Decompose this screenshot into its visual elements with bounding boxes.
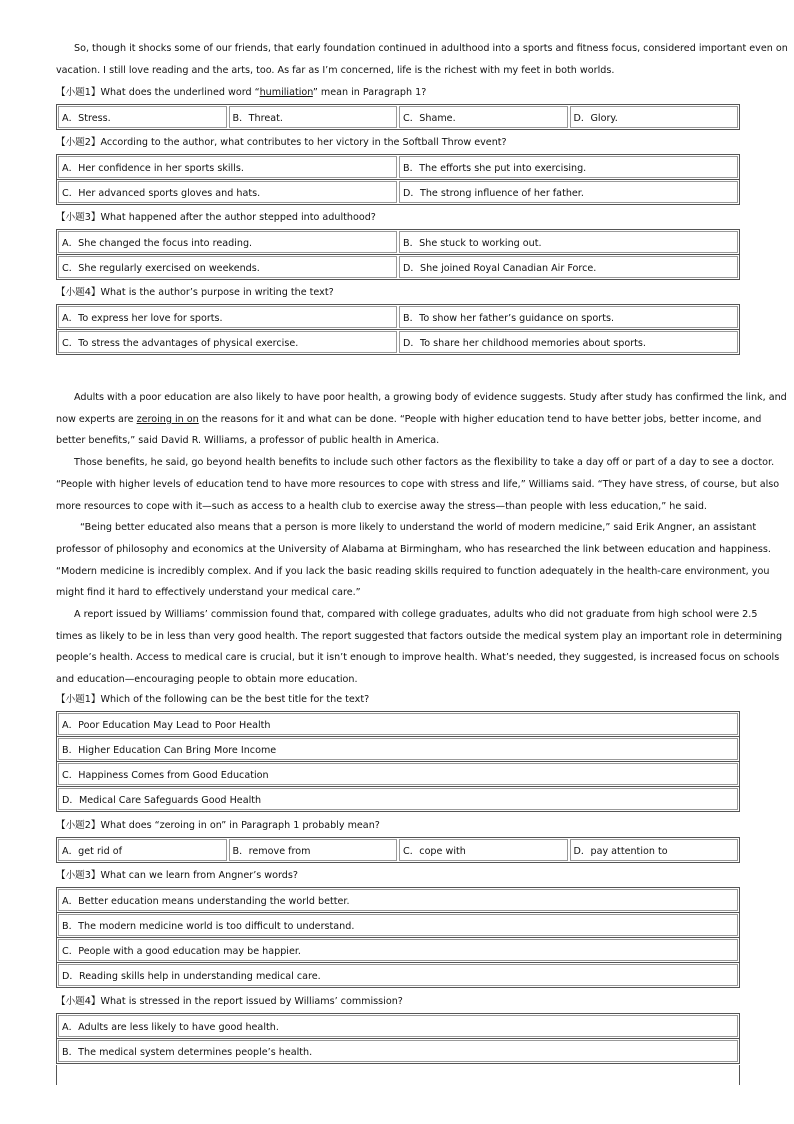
option-b[interactable]: B．The medical system determines people’s health. [58,1040,738,1062]
question-1-options [56,711,740,812]
option-b[interactable]: B．Higher Education Can Bring More Income [58,738,738,760]
option-a[interactable]: A．Better education means understanding the world better. [58,889,738,911]
option-row [57,330,739,354]
option-d[interactable]: D．Medical Care Safeguards Good Health [58,788,738,810]
option-row [57,1014,739,1039]
option-c[interactable]: C．People with a good education may be happier. [58,939,738,961]
option-row [57,305,739,330]
option-a[interactable]: A．Stress. [58,106,227,128]
question-2-options [56,154,740,205]
option-d[interactable]: D．To share her childhood memories about sports. [399,331,738,353]
question-4-stem: 【小题4】What is stressed in the report issued by Williams’ commission? [56,996,403,1007]
option-c[interactable]: C．Her advanced sports gloves and hats. [58,181,397,203]
question-text: 【小题1】What does the underlined word “ [56,87,260,98]
option-a[interactable]: A．Poor Education May Lead to Poor Health [58,713,738,735]
option-row [57,712,739,737]
question-3-options [56,887,740,988]
passage-line: more resources to cope with it—such as access to a health club to exercise away the stress—than people with less education,” he said. [56,500,707,512]
option-d[interactable]: D．Reading skills help in understanding medical care. [58,964,738,986]
option-a[interactable]: A．Her confidence in her sports skills. [58,156,397,178]
option-d[interactable]: D．She joined Royal Canadian Air Force. [399,256,738,278]
option-row [57,1039,739,1064]
option-c[interactable]: C．Shame. [399,106,568,128]
passage-line [56,409,762,431]
passage-text: now experts are [56,413,137,425]
underlined-word: humiliation [259,87,313,98]
option-b[interactable]: B．Threat. [229,106,398,128]
passage-line: “Being better educated also means that a person is more likely to understand the world of modern medicine,” said Erik Angner, an assistant [80,522,757,534]
question-3-options [56,229,740,280]
question-4-stem: 【小题4】What is the author’s purpose in writing the text? [56,287,334,298]
option-b[interactable]: B．The efforts she put into exercising. [399,156,738,178]
passage1-closing-paragraph [56,38,788,81]
passage-line: better benefits,” said David R. Williams, a professor of public health in America. [56,435,440,447]
option-row [57,888,739,913]
option-row [57,180,739,204]
passage-line: and education—encouraging people to obtain more education. [56,674,358,686]
passage-text: the reasons for it and what can be done. “People with higher education tend to have better jobs, better income, and [198,413,762,425]
option-row [57,913,739,938]
passage2 [56,387,787,691]
passage-line: Adults with a poor education are also likely to have poor health, a growing body of evidence suggests. Study after study has confirmed the link, and [74,392,787,403]
option-b[interactable]: B．To show her father’s guidance on sports. [399,306,738,328]
passage-line: A report issued by Williams’ commission found that, compared with college graduates, adults who did not graduate from high school were 2.5 [74,609,758,621]
option-row [57,762,739,787]
option-row [57,838,739,862]
question-2-options [56,837,740,863]
option-c[interactable]: C．She regularly exercised on weekends. [58,256,397,278]
option-d[interactable]: D．The strong influence of her father. [399,181,738,203]
passage-line: might find it hard to effectively understand your medical care.” [56,587,361,599]
option-a[interactable]: A．To express her love for sports. [58,306,397,328]
option-d[interactable]: D．Glory. [570,106,739,128]
question-4-options [56,1013,740,1064]
table-continuation [56,1065,740,1085]
option-row [57,938,739,963]
option-row [57,230,739,255]
option-b[interactable]: B．She stuck to working out. [399,231,738,253]
option-row [57,963,739,987]
passage-line: “People with higher levels of education tend to have more resources to cope with stress and life,” Williams said. “They have stress, of course, but also [56,478,780,490]
question-4-options [56,304,740,355]
question-text: ” mean in Paragraph 1? [312,87,427,98]
question-3-stem: 【小题3】What happened after the author stepped into adulthood? [56,212,376,223]
option-b[interactable]: B．remove from [229,839,398,861]
option-row [57,737,739,762]
question-1-options [56,104,740,130]
option-c[interactable]: C．cope with [399,839,568,861]
option-row [57,255,739,279]
passage-line: people’s health. Access to medical care is crucial, but it isn’t enough to improve health. What’s needed, they suggested, is increased focus on schools [56,652,780,664]
question-1-stem: 【小题1】Which of the following can be the best title for the text? [56,694,370,705]
option-a[interactable]: A．She changed the focus into reading. [58,231,397,253]
question-2-stem: 【小题2】According to the author, what contributes to her victory in the Softball Throw event? [56,137,507,148]
question-2-stem: 【小题2】What does “zeroing in on” in Paragraph 1 probably mean? [56,820,380,831]
option-row [57,105,739,129]
option-c[interactable]: C．To stress the advantages of physical exercise. [58,331,397,353]
underlined-phrase: zeroing in on [136,413,199,425]
passage-line: professor of philosophy and economics at the University of Alabama at Birmingham, who has researched the link between education and happiness. [56,543,771,555]
option-d[interactable]: D．pay attention to [570,839,739,861]
passage-line: Those benefits, he said, go beyond health benefits to include such other factors as the flexibility to take a day off or part of a day to see a doctor. [74,457,775,469]
option-b[interactable]: B．The modern medicine world is too difficult to understand. [58,914,738,936]
passage-line: vacation. I still love reading and the arts, too. As far as I’m concerned, life is the richest with my feet in both worlds. [56,64,615,76]
question-3-stem: 【小题3】What can we learn from Angner’s words? [56,870,298,881]
question-1-stem [56,86,426,100]
option-a[interactable]: A．get rid of [58,839,227,861]
option-c[interactable]: C．Happiness Comes from Good Education [58,763,738,785]
option-row [57,155,739,180]
passage-line: So, though it shocks some of our friends, that early foundation continued in adulthood into a sports and fitness focus, considered important even on [74,43,788,54]
passage-line: times as likely to be in less than very good health. The report suggested that factors outside the medical system play an important role in determining [56,630,783,642]
option-a[interactable]: A．Adults are less likely to have good health. [58,1015,738,1037]
option-row [57,787,739,811]
passage-line: “Modern medicine is incredibly complex. And if you lack the basic reading skills required to function adequately in the health-care environment, you [56,565,770,577]
